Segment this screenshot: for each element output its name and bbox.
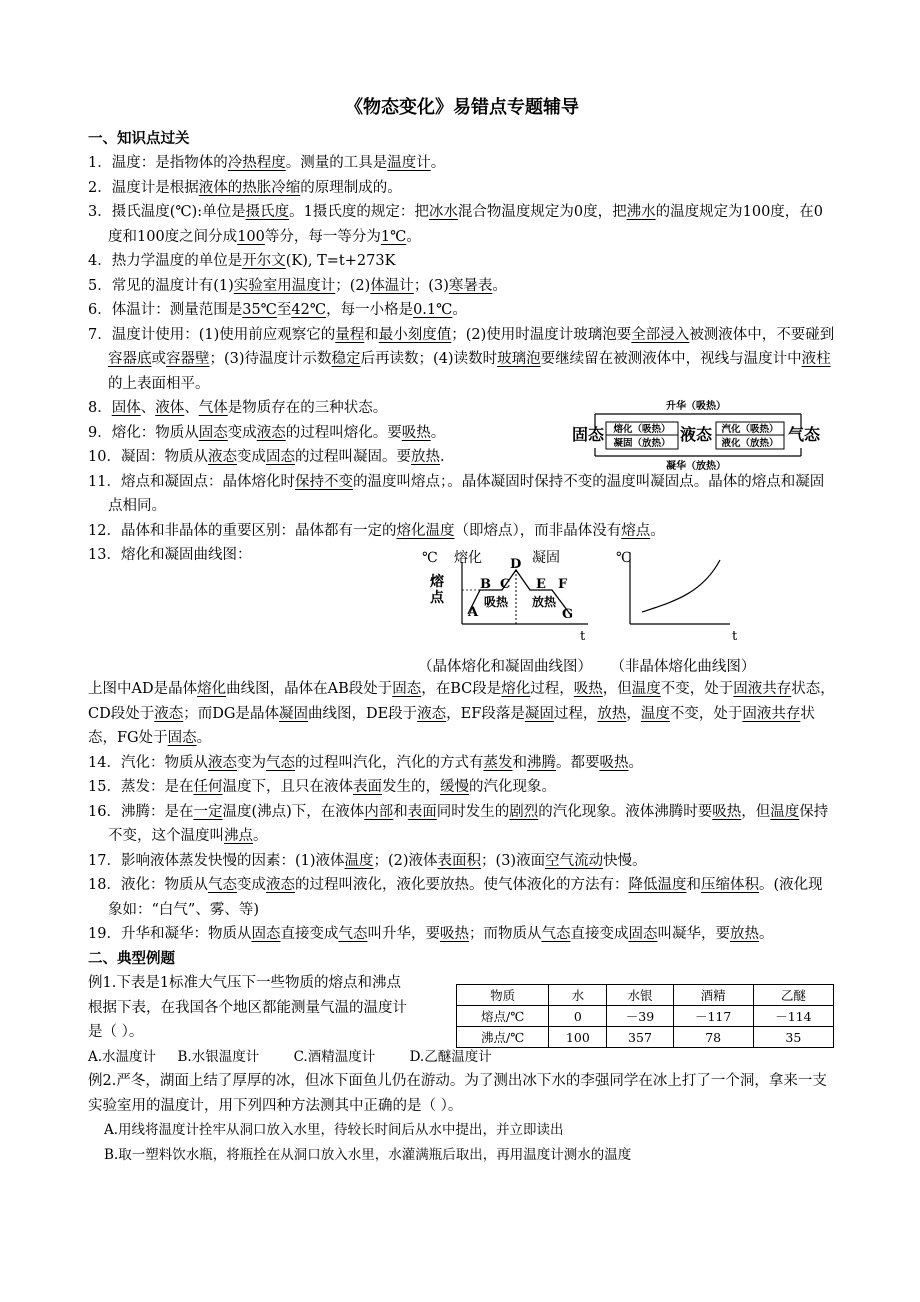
section-heading-2: 二、典型例题 [88, 949, 175, 967]
table-header-cell: 酒精 [673, 985, 753, 1006]
table-cell: 0 [549, 1006, 607, 1027]
curve-captions [418, 655, 755, 676]
item-8: 8．固体、液体、气体是物质存在的三种状态。 [88, 400, 388, 416]
amorphous-curve-line [642, 560, 720, 612]
table-row [457, 1027, 834, 1048]
item-4: 4．热力学温度的单位是开尔文(K), T=t+273K [88, 253, 396, 269]
example-1-line-2: 根据下表，在我国各个地区都能测量气温的温度计 [88, 999, 407, 1016]
point-a: A [468, 605, 479, 620]
table-cell: 100 [549, 1027, 607, 1048]
solid-label: 固态 [572, 425, 605, 444]
item-19: 19．升华和凝华：物质从固态直接变成气态叫升华，要吸热；而物质从气态直接变成固态叫凝华，要放热。 [88, 926, 774, 942]
item-6: 6．体温计：测量范围是35℃至42℃，每一小格是0.1℃。 [88, 302, 467, 318]
table-row [457, 1006, 834, 1027]
point-c: C [500, 577, 511, 592]
table-cell: 35 [753, 1027, 833, 1048]
table-header-row [457, 985, 834, 1006]
table-header-cell: 乙醚 [753, 985, 833, 1006]
item-1: 1．温度：是指物体的冷热程度。测量的工具是温度计。 [88, 155, 446, 171]
time-axis-label: t [580, 629, 586, 644]
item-9: 9．熔化：物质从固态变成液态的过程叫熔化。要吸热。 [88, 424, 446, 441]
point-d: D [510, 557, 522, 572]
item-7: 7．温度计使用：(1)使用前应观察它的量程和最小刻度值；(2)使用时温度计玻璃泡要全部浸入被测液体中，不要碰到容器底或容器壁；(3)待温度计示数稳定后再读数；(4)读数时玻璃泡要继续留在被测液体中，视线与温度计中液柱的上表面相平。 [88, 326, 835, 392]
time-axis-label-2: t [732, 629, 738, 644]
item-3: 3．摄氏温度(℃):单位是摄氏度。1摄氏度的规定：把冰水混合物温度规定为0度，把沸水的温度规定为100度，在0度和100度之间分成100等分，每一等分为1℃。 [88, 204, 824, 245]
table-cell: 357 [607, 1027, 673, 1048]
release-label: 放热 [532, 595, 557, 609]
point-e: E [536, 577, 546, 592]
item-13: 13．熔化和凝固曲线图： [88, 547, 252, 563]
melting-label: 熔化（吸热） [613, 424, 671, 435]
melting-header: 熔化 [454, 550, 482, 566]
table-cell: －117 [673, 1006, 753, 1027]
example-2-option-a: A.用线将温度计拴牢从洞口放入水里，待较长时间后从水中提出，并立即读出 [104, 1122, 564, 1138]
item-15: 15．蒸发：是在任何温度下，且只在液体表面发生的，缓慢的汽化现象。 [88, 779, 556, 795]
amorphous-curve-diagram [612, 544, 752, 644]
point-b: B [480, 577, 491, 592]
melting-point-label-2: 点 [430, 590, 444, 606]
liquefy-label: 液化（放热） [721, 438, 779, 449]
sublimation-label: 升华（吸热） [666, 401, 726, 412]
point-g: G [562, 607, 574, 622]
item-12: 12．晶体和非晶体的重要区别：晶体都有一定的熔化温度（即熔点），而非晶体没有熔点。 [88, 522, 665, 539]
freezing-header: 凝固 [532, 550, 560, 566]
curve-explanation: 上图中AD是晶体熔化曲线图，晶体在AB段处于固态，在BC段是熔化过程，吸热，但温度不变，处于固液共存状态，CD段处于液态；而DG是晶体凝固曲线图，DE段于液态，EF段落是凝固过程，放热，温度不变，处于固液共存状态，FG处于固态。 [88, 681, 835, 746]
option-c: C.酒精温度计 [293, 1048, 376, 1065]
table-cell: 熔点/℃ [457, 1006, 549, 1027]
deposition-label: 凝华（放热） [666, 461, 726, 472]
item-14: 14．汽化：物质从液态变为气态的过程叫汽化，汽化的方式有蒸发和沸腾。都要吸热。 [88, 754, 643, 771]
option-d: D.乙醚温度计 [409, 1048, 492, 1065]
page-title: 《物态变化》易错点专题辅导 [345, 97, 579, 118]
item-10: 10．凝固：物质从液态变成固态的过程叫凝固。要放热. [88, 449, 445, 465]
table-cell: 沸点/℃ [457, 1027, 549, 1048]
liquid-label: 液态 [680, 425, 713, 444]
item-17: 17．影响液体蒸发快慢的因素：(1)液体温度；(2)液体表面积；(3)液面空气流动快慢。 [88, 852, 647, 869]
example-1-line-3: 是（ ）。 [88, 1024, 144, 1040]
table-cell: 78 [673, 1027, 753, 1048]
item-18: 18．液化：物质从气态变成液态的过程叫液化，液化要放热。使气体液化的方法有：降低温度和压缩体积。(液化现象如：“白气”、雾、等) [88, 877, 823, 918]
example-2: 例2.严冬，湖面上结了厚厚的冰，但冰下面鱼儿仍在游动。为了测出冰下水的李强同学在冰上打了一个洞，拿来一支实验室用的温度计，用下列四种方法测其中正确的是（ ）。 [88, 1073, 827, 1114]
amorphous-caption: （非晶体熔化曲线图） [610, 659, 756, 675]
state-change-diagram [568, 398, 828, 472]
melting-point-label-1: 熔 [430, 574, 444, 590]
example-2-option-b: B.取一塑料饮水瓶，将瓶拴在从洞口放入水里，水灌满瓶后取出，再用温度计测水的温度 [104, 1146, 632, 1163]
temp-unit-label-2: ℃ [616, 550, 632, 566]
crystal-caption: （晶体熔化和凝固曲线图） [418, 659, 592, 675]
table-cell: －114 [753, 1006, 833, 1027]
table-header-cell: 物质 [457, 985, 549, 1006]
item-11: 11．熔点和凝固点：晶体熔化时保持不变的温度叫熔点；。晶体凝固时保持不变的温度叫凝固点。晶体的熔点和凝固点相同。 [88, 473, 825, 514]
vaporize-label: 汽化（吸热） [721, 424, 779, 435]
item-5: 5．常见的温度计有(1)实验室用温度计；(2)体温计；(3)寒暑表。 [88, 277, 507, 294]
table-header-cell: 水 [549, 985, 607, 1006]
absorb-label: 吸热 [484, 595, 509, 609]
section-heading-1: 一、知识点过关 [88, 129, 190, 147]
solidify-label: 凝固（放热） [613, 438, 671, 449]
item-16: 16．沸腾：是在一定温度(沸点)下，在液体内部和表面同时发生的剧烈的汽化现象。液体沸腾时要吸热，但温度保持不变，这个温度叫沸点。 [88, 803, 829, 844]
example-1-line-1: 例1.下表是1标准大气压下一些物质的熔点和沸点 [88, 975, 402, 991]
point-f: F [558, 577, 568, 592]
example-1-options [88, 1045, 836, 1070]
table-header-cell: 水银 [607, 985, 673, 1006]
crystal-curve-diagram [418, 544, 618, 644]
melting-boiling-table [456, 984, 834, 1048]
item-2: 2．温度计是根据液体的热胀冷缩的原理制成的。 [88, 179, 402, 196]
temp-unit-label: ℃ [422, 550, 438, 566]
table-cell: －39 [607, 1006, 673, 1027]
option-b: B.水银温度计 [177, 1048, 260, 1065]
gas-label: 气态 [788, 425, 821, 444]
option-a: A.水温度计 [88, 1048, 157, 1065]
